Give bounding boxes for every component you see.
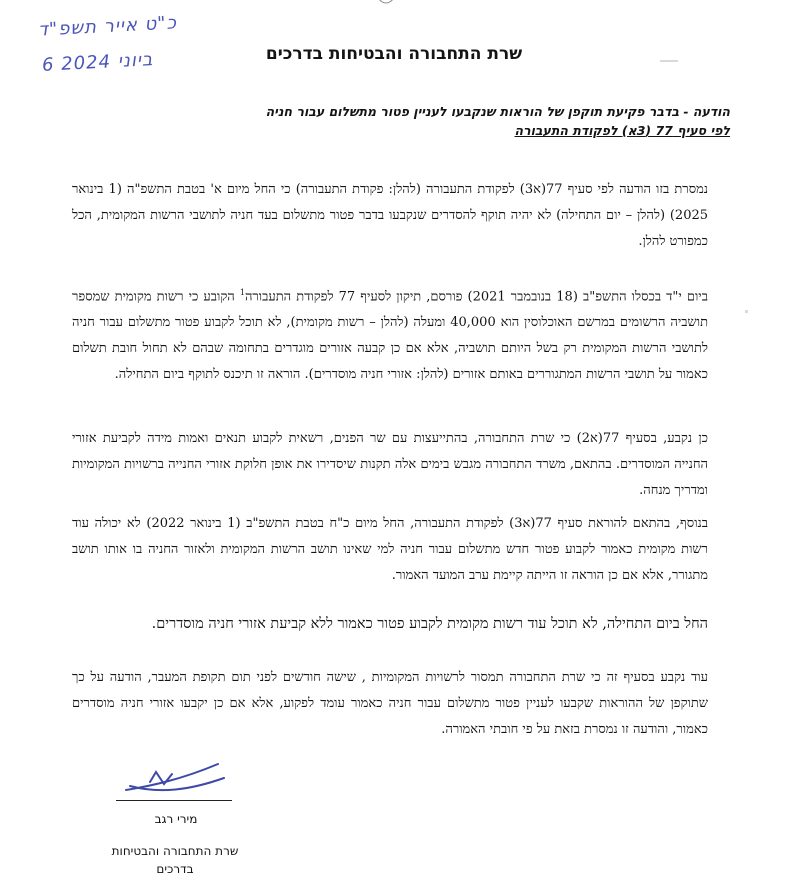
signatory-title-line2: בדרכים bbox=[156, 862, 194, 876]
subject-reference: לפי סעיף 77 (3א) לפקודת התעבורה bbox=[514, 123, 730, 138]
subject-line: הודעה - בדבר פקיעת תוקפן של הוראות שנקבעו לעניין פטור מתשלום עבור חניה bbox=[265, 104, 730, 119]
paragraph-additional: בנוסף, בהתאם להוראת סעיף 77(א3) לפקודת התעבורה, החל מיום כ"ח בטבת התשפ"ב (1 בינואר 2022) לא יכולה עוד רשות מקומית כאמור לקבוע פטור חדש מתשלום עבור חניה למי שאינו תושב הרשות המקומית ולאזור החניה בו אותו תושב מתגורר, אלא אם כן הוראה זו הייתה קיימת ערב המועד האמור. bbox=[72, 516, 709, 583]
handwritten-gregorian-date: 6 ביוני 2024 bbox=[41, 49, 154, 76]
state-emblem-icon bbox=[372, 0, 400, 6]
paragraph-regulations: כן נקבע, בסעיף 77(א2) כי שרת התחבורה, בהתייעצות עם שר הפנים, רשאית לקבוע תנאים ואמות מידה לקביעת אזורי החנייה המוסדרים. בהתאם, משרד התחבורה מגבש בימים אלה תקנות שיסדירו את אופן חלוקת אזורי החנייה ברשויות המקומיות ומדריך מנחה. bbox=[72, 431, 708, 498]
handwritten-hebrew-date: כ"ט אייר תשפ"ד bbox=[37, 12, 178, 41]
amendment-text-start: ביום י"ד בכסלו התשפ"ב (18 בנובמבר 2021) פורסם, תיקון לסעיף 77 לפקודת התעבורה bbox=[244, 289, 708, 305]
paragraph-transition: עוד נקבע בסעיף זה כי שרת התחבורה תמסור לרשויות המקומיות , שישה חודשים לפני תום תקופת המעבר, הודעה על כך שתוקפן של ההוראות שקבעו לעניין פטור מתשלום עבור חניה כאמור עומד לפקוע, אלא אם כן יקבעו אזורי חניה מוסדרים כאמור, והודעה זו נמסרת בזאת על פי חובתי האמורה. bbox=[72, 670, 708, 737]
paragraph-effective: החל ביום התחילה, לא תוכל עוד רשות מקומית לקבוע פטור כאמור ללא קביעת אזורי חניה מוסדרים. bbox=[151, 616, 708, 632]
amendment-text-rest: הקובע כי רשות מקומית שמספר תושביה הרשומים במרשם האוכלוסין הוא 40,000 ומעלה (להלן – רשות מקומית), לא תוכל לקבוע פטור מתשלום עבור חניה לתושבי הרשות המקומית רק בשל היותם תושביה, אלא אם כן קבעה אזורים מוגדרים בתחומה שבהם לא תחול חובת תשלום כאמור על תושבי הרשות המתגוררים באותם אזורים (להלן: אזורי חניה מוסדרים). הוראה זו תיכנס לתוקף ביום התחילה. bbox=[72, 289, 708, 383]
footnote-mark: 1 bbox=[239, 288, 245, 297]
scan-speck bbox=[660, 60, 678, 62]
signatory-name: מירי רגב bbox=[154, 812, 198, 826]
paragraph-notice: נמסרת בזו הודעה לפי סעיף 77(א3) לפקודת התעבורה (להלן: פקודת התעבורה) כי החל מיום א' בטבת התשפ"ה (1 בינואר 2025) (להלן – יום התחילה) לא יהיה תוקף להסדרים שנקבעו בדבר פטור מתשלום בעד חניה לתושבי הרשות המקומית, הכל כמפורט להלן. bbox=[72, 182, 709, 249]
signatory-title-line1: שרת התחבורה והבטיחות bbox=[111, 844, 239, 858]
signatory-title bbox=[90, 842, 260, 878]
handwritten-signature bbox=[120, 760, 230, 798]
paragraph-amendment bbox=[72, 280, 708, 388]
scan-speck bbox=[745, 310, 748, 313]
document-title: שרת התחבורה והבטיחות בדרכים bbox=[265, 44, 523, 64]
signature-line bbox=[116, 800, 232, 801]
